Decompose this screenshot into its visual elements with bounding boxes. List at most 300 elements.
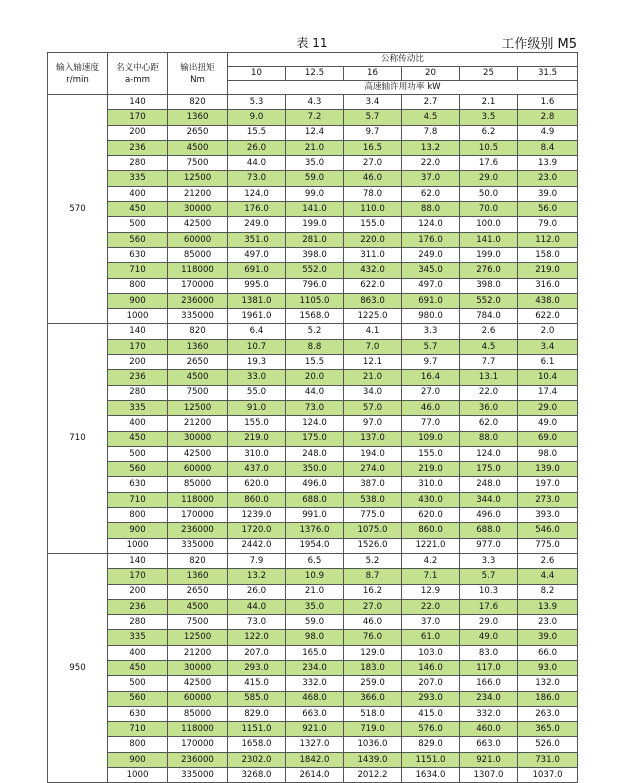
center-distance-cell: 170	[108, 569, 168, 584]
power-cell: 17.4	[518, 385, 578, 400]
table-row	[48, 95, 578, 110]
power-cell: 497.0	[402, 278, 460, 293]
torque-cell: 30000	[168, 660, 228, 675]
torque-cell: 118000	[168, 263, 228, 278]
power-cell: 10.5	[460, 140, 518, 155]
power-cell: 10.7	[228, 339, 286, 354]
table-row	[48, 737, 578, 752]
center-distance-cell: 200	[108, 584, 168, 599]
power-cell: 57.0	[344, 400, 402, 415]
ratio-header-cell: 25	[460, 67, 518, 81]
torque-cell: 236000	[168, 752, 228, 767]
power-cell: 99.0	[286, 186, 344, 201]
power-cell: 9.0	[228, 110, 286, 125]
power-cell: 4.4	[518, 569, 578, 584]
table-row	[48, 309, 578, 324]
table-row	[48, 293, 578, 308]
center-distance-cell: 800	[108, 737, 168, 752]
power-cell: 293.0	[402, 691, 460, 706]
torque-cell: 335000	[168, 538, 228, 553]
power-cell: 124.0	[286, 416, 344, 431]
center-distance-cell: 170	[108, 339, 168, 354]
power-cell: 332.0	[460, 706, 518, 721]
center-distance-cell: 400	[108, 186, 168, 201]
power-cell: 16.4	[402, 370, 460, 385]
table-row	[48, 416, 578, 431]
power-cell: 61.0	[402, 630, 460, 645]
power-cell: 1221.0	[402, 538, 460, 553]
power-cell: 620.0	[228, 477, 286, 492]
power-cell: 274.0	[344, 462, 402, 477]
power-cell: 248.0	[460, 477, 518, 492]
torque-cell: 170000	[168, 278, 228, 293]
center-distance-cell: 900	[108, 752, 168, 767]
torque-cell: 12500	[168, 171, 228, 186]
power-cell: 234.0	[286, 660, 344, 675]
power-cell: 5.2	[344, 553, 402, 568]
torque-cell: 1360	[168, 110, 228, 125]
torque-cell: 12500	[168, 630, 228, 645]
torque-cell: 7500	[168, 156, 228, 171]
table-row	[48, 660, 578, 675]
power-cell: 1307.0	[460, 768, 518, 783]
power-cell: 4.9	[518, 125, 578, 140]
power-cell: 16.5	[344, 140, 402, 155]
input-speed-cell: 570	[48, 95, 108, 324]
power-cell: 1327.0	[286, 737, 344, 752]
work-grade-label: 工作级别 M5	[501, 37, 577, 52]
power-cell: 2.7	[402, 95, 460, 110]
power-cell: 1961.0	[228, 309, 286, 324]
power-cell: 1658.0	[228, 737, 286, 752]
table-row	[48, 706, 578, 721]
power-cell: 194.0	[344, 446, 402, 461]
power-cell: 27.0	[344, 599, 402, 614]
power-cell: 12.1	[344, 355, 402, 370]
table-row	[48, 278, 578, 293]
torque-cell: 21200	[168, 416, 228, 431]
power-cell: 124.0	[228, 186, 286, 201]
power-cell: 13.2	[228, 569, 286, 584]
power-cell: 207.0	[228, 645, 286, 660]
power-cell: 62.0	[402, 186, 460, 201]
power-cell: 691.0	[402, 293, 460, 308]
torque-cell: 42500	[168, 676, 228, 691]
power-cell: 112.0	[518, 232, 578, 247]
power-cell: 207.0	[402, 676, 460, 691]
power-cell: 122.0	[228, 630, 286, 645]
power-cell: 995.0	[228, 278, 286, 293]
center-distance-cell: 335	[108, 171, 168, 186]
power-cell: 1105.0	[286, 293, 344, 308]
center-distance-cell: 560	[108, 462, 168, 477]
table-row	[48, 247, 578, 262]
power-cell: 132.0	[518, 676, 578, 691]
power-cell: 345.0	[402, 263, 460, 278]
center-distance-cell: 500	[108, 446, 168, 461]
power-cell: 8.7	[344, 569, 402, 584]
power-cell: 7.9	[228, 553, 286, 568]
power-cell: 73.0	[228, 615, 286, 630]
power-cell: 387.0	[344, 477, 402, 492]
power-cell: 199.0	[286, 217, 344, 232]
power-cell: 1075.0	[344, 523, 402, 538]
power-cell: 155.0	[228, 416, 286, 431]
center-distance-cell: 1000	[108, 538, 168, 553]
power-cell: 991.0	[286, 508, 344, 523]
power-cell: 46.0	[402, 400, 460, 415]
power-cell: 73.0	[286, 400, 344, 415]
power-cell: 13.2	[402, 140, 460, 155]
power-cell: 175.0	[460, 462, 518, 477]
power-cell: 415.0	[228, 676, 286, 691]
table-row	[48, 202, 578, 217]
power-cell: 166.0	[460, 676, 518, 691]
power-cell: 7.8	[402, 125, 460, 140]
power-cell: 5.7	[344, 110, 402, 125]
table-row	[48, 355, 578, 370]
power-cell: 98.0	[518, 446, 578, 461]
power-cell: 37.0	[402, 171, 460, 186]
power-cell: 552.0	[286, 263, 344, 278]
power-cell: 663.0	[286, 706, 344, 721]
power-cell: 1634.0	[402, 768, 460, 783]
power-cell: 351.0	[228, 232, 286, 247]
center-distance-cell: 280	[108, 156, 168, 171]
table-row	[48, 217, 578, 232]
power-cell: 276.0	[460, 263, 518, 278]
power-cell: 1568.0	[286, 309, 344, 324]
power-cell: 1225.0	[344, 309, 402, 324]
power-cell: 1439.0	[344, 752, 402, 767]
power-cell: 860.0	[228, 492, 286, 507]
torque-header	[168, 53, 228, 95]
power-cell: 13.9	[518, 599, 578, 614]
power-cell: 21.0	[344, 370, 402, 385]
power-cell: 281.0	[286, 232, 344, 247]
power-cell: 165.0	[286, 645, 344, 660]
power-cell: 22.0	[402, 156, 460, 171]
power-cell: 365.0	[518, 722, 578, 737]
center-distance-cell: 630	[108, 247, 168, 262]
center-distance-cell: 236	[108, 140, 168, 155]
power-cell: 3.3	[460, 553, 518, 568]
power-cell: 2.0	[518, 324, 578, 339]
center-distance-cell: 200	[108, 125, 168, 140]
torque-cell: 30000	[168, 431, 228, 446]
power-cell: 366.0	[344, 691, 402, 706]
power-cell: 2.6	[460, 324, 518, 339]
torque-cell: 85000	[168, 247, 228, 262]
power-cell: 3.4	[518, 339, 578, 354]
power-cell: 175.0	[286, 431, 344, 446]
power-cell: 1037.0	[518, 768, 578, 783]
power-cell: 344.0	[460, 492, 518, 507]
table-row	[48, 645, 578, 660]
power-cell: 27.0	[344, 156, 402, 171]
power-cell: 83.0	[460, 645, 518, 660]
power-cell: 6.1	[518, 355, 578, 370]
power-cell: 219.0	[228, 431, 286, 446]
power-cell: 46.0	[344, 171, 402, 186]
power-cell: 496.0	[286, 477, 344, 492]
power-cell: 158.0	[518, 247, 578, 262]
power-cell: 438.0	[518, 293, 578, 308]
power-cell: 496.0	[460, 508, 518, 523]
torque-cell: 60000	[168, 232, 228, 247]
power-cell: 5.2	[286, 324, 344, 339]
power-cell: 1151.0	[228, 722, 286, 737]
power-cell: 497.0	[228, 247, 286, 262]
power-cell: 12.4	[286, 125, 344, 140]
power-cell: 36.0	[460, 400, 518, 415]
torque-cell: 42500	[168, 446, 228, 461]
power-cell: 248.0	[286, 446, 344, 461]
power-cell: 15.5	[286, 355, 344, 370]
power-cell: 29.0	[460, 615, 518, 630]
power-cell: 7.2	[286, 110, 344, 125]
torque-cell: 820	[168, 324, 228, 339]
table-row	[48, 722, 578, 737]
power-cell: 4.5	[402, 110, 460, 125]
torque-cell: 118000	[168, 492, 228, 507]
center-distance-cell: 560	[108, 232, 168, 247]
power-cell: 97.0	[344, 416, 402, 431]
power-cell: 15.5	[228, 125, 286, 140]
power-cell: 197.0	[518, 477, 578, 492]
table-row	[48, 232, 578, 247]
power-cell: 1036.0	[344, 737, 402, 752]
power-cell: 415.0	[402, 706, 460, 721]
table-row	[48, 263, 578, 278]
power-cell: 183.0	[344, 660, 402, 675]
power-cell: 155.0	[344, 217, 402, 232]
center-distance-cell: 900	[108, 523, 168, 538]
power-cell: 49.0	[518, 416, 578, 431]
center-distance-cell: 140	[108, 95, 168, 110]
power-cell: 66.0	[518, 645, 578, 660]
power-cell: 69.0	[518, 431, 578, 446]
power-cell: 398.0	[460, 278, 518, 293]
power-cell: 8.4	[518, 140, 578, 155]
power-cell: 663.0	[460, 737, 518, 752]
power-cell: 3268.0	[228, 768, 286, 783]
table-row	[48, 370, 578, 385]
power-cell: 219.0	[518, 263, 578, 278]
power-cell: 1.6	[518, 95, 578, 110]
torque-cell: 21200	[168, 186, 228, 201]
torque-cell: 236000	[168, 293, 228, 308]
center-distance-header	[108, 53, 168, 95]
power-cell: 1381.0	[228, 293, 286, 308]
power-cell: 27.0	[402, 385, 460, 400]
power-cell: 8.2	[518, 584, 578, 599]
power-cell: 7.0	[344, 339, 402, 354]
center-distance-cell: 335	[108, 630, 168, 645]
power-cell: 1239.0	[228, 508, 286, 523]
power-cell: 10.4	[518, 370, 578, 385]
power-cell: 2.1	[460, 95, 518, 110]
power-cell: 775.0	[518, 538, 578, 553]
torque-cell: 2650	[168, 584, 228, 599]
power-cell: 141.0	[460, 232, 518, 247]
power-cell: 13.1	[460, 370, 518, 385]
torque-header-unit: Nm	[190, 74, 205, 85]
table-title: 表 11	[296, 36, 328, 50]
table-row	[48, 186, 578, 201]
power-cell: 70.0	[460, 202, 518, 217]
torque-cell: 820	[168, 553, 228, 568]
power-cell: 437.0	[228, 462, 286, 477]
center-distance-cell: 560	[108, 691, 168, 706]
center-distance-cell: 140	[108, 324, 168, 339]
torque-cell: 820	[168, 95, 228, 110]
table-row	[48, 584, 578, 599]
torque-cell: 1360	[168, 569, 228, 584]
power-cell: 4.1	[344, 324, 402, 339]
power-cell: 2302.0	[228, 752, 286, 767]
input-speed-header-cn: 输入轴速度	[56, 62, 99, 73]
ratio-header-cell: 31.5	[518, 67, 578, 81]
ratio-header-cell: 12.5	[286, 67, 344, 81]
power-cell: 432.0	[344, 263, 402, 278]
power-cell: 29.0	[460, 171, 518, 186]
power-cell: 310.0	[228, 446, 286, 461]
power-cell: 5.3	[228, 95, 286, 110]
power-cell: 39.0	[518, 186, 578, 201]
power-cell: 37.0	[402, 615, 460, 630]
torque-cell: 335000	[168, 309, 228, 324]
power-cell: 731.0	[518, 752, 578, 767]
power-cell: 49.0	[460, 630, 518, 645]
power-cell: 829.0	[402, 737, 460, 752]
power-cell: 91.0	[228, 400, 286, 415]
center-distance-cell: 900	[108, 293, 168, 308]
torque-cell: 85000	[168, 706, 228, 721]
power-cell: 622.0	[518, 309, 578, 324]
power-cell: 921.0	[460, 752, 518, 767]
power-cell: 34.0	[344, 385, 402, 400]
table-row	[48, 508, 578, 523]
center-distance-cell: 500	[108, 676, 168, 691]
power-cell: 220.0	[344, 232, 402, 247]
table-row	[48, 676, 578, 691]
input-speed-cell: 950	[48, 553, 108, 782]
power-cell: 73.0	[228, 171, 286, 186]
table-row	[48, 431, 578, 446]
power-cell: 311.0	[344, 247, 402, 262]
ratio-title-header: 公称传动比	[228, 53, 578, 67]
power-cell: 176.0	[402, 232, 460, 247]
power-cell: 2.8	[518, 110, 578, 125]
power-cell: 1954.0	[286, 538, 344, 553]
center-distance-cell: 170	[108, 110, 168, 125]
table-row	[48, 492, 578, 507]
center-distance-cell: 236	[108, 370, 168, 385]
power-cell: 393.0	[518, 508, 578, 523]
table-header	[48, 53, 578, 95]
power-cell: 93.0	[518, 660, 578, 675]
power-cell: 4.2	[402, 553, 460, 568]
power-cell: 44.0	[228, 156, 286, 171]
center-distance-cell: 400	[108, 416, 168, 431]
power-cell: 2442.0	[228, 538, 286, 553]
power-cell: 88.0	[460, 431, 518, 446]
power-cell: 62.0	[460, 416, 518, 431]
power-cell: 17.6	[460, 599, 518, 614]
power-cell: 259.0	[344, 676, 402, 691]
power-cell: 796.0	[286, 278, 344, 293]
power-cell: 688.0	[460, 523, 518, 538]
torque-cell: 7500	[168, 615, 228, 630]
table-row	[48, 110, 578, 125]
power-cell: 977.0	[460, 538, 518, 553]
torque-cell: 2650	[168, 125, 228, 140]
power-cell: 35.0	[286, 156, 344, 171]
torque-cell: 335000	[168, 768, 228, 783]
power-cell: 4.5	[460, 339, 518, 354]
power-cell: 9.7	[344, 125, 402, 140]
power-cell: 76.0	[344, 630, 402, 645]
torque-cell: 2650	[168, 355, 228, 370]
power-cell: 921.0	[286, 722, 344, 737]
power-cell: 21.0	[286, 584, 344, 599]
power-cell: 146.0	[402, 660, 460, 675]
torque-header-cn: 输出扭矩	[180, 62, 215, 73]
power-cell: 9.7	[402, 355, 460, 370]
power-cell: 79.0	[518, 217, 578, 232]
table-row	[48, 599, 578, 614]
ratio-header-cell: 16	[344, 67, 402, 81]
torque-cell: 1360	[168, 339, 228, 354]
power-cell: 98.0	[286, 630, 344, 645]
power-cell: 691.0	[228, 263, 286, 278]
power-cell: 468.0	[286, 691, 344, 706]
power-cell: 109.0	[402, 431, 460, 446]
table-row	[48, 691, 578, 706]
power-cell: 199.0	[460, 247, 518, 262]
power-cell: 3.4	[344, 95, 402, 110]
power-cell: 688.0	[286, 492, 344, 507]
power-cell: 234.0	[460, 691, 518, 706]
ratio-header-cell: 10	[228, 67, 286, 81]
torque-cell: 7500	[168, 385, 228, 400]
power-cell: 2012.2	[344, 768, 402, 783]
torque-cell: 21200	[168, 645, 228, 660]
center-distance-cell: 800	[108, 278, 168, 293]
table-row	[48, 125, 578, 140]
power-cell: 3.3	[402, 324, 460, 339]
power-cell: 110.0	[344, 202, 402, 217]
table-body	[48, 95, 578, 783]
power-cell: 55.0	[228, 385, 286, 400]
power-cell: 219.0	[402, 462, 460, 477]
power-cell: 103.0	[402, 645, 460, 660]
power-cell: 7.7	[460, 355, 518, 370]
power-cell: 22.0	[460, 385, 518, 400]
center-distance-cell: 140	[108, 553, 168, 568]
power-cell: 249.0	[402, 247, 460, 262]
torque-cell: 118000	[168, 722, 228, 737]
power-cell: 775.0	[344, 508, 402, 523]
center-distance-cell: 450	[108, 202, 168, 217]
table-row	[48, 569, 578, 584]
power-cell: 26.0	[228, 140, 286, 155]
power-cell: 39.0	[518, 630, 578, 645]
power-cell: 44.0	[228, 599, 286, 614]
power-cell: 719.0	[344, 722, 402, 737]
center-distance-cell: 630	[108, 706, 168, 721]
